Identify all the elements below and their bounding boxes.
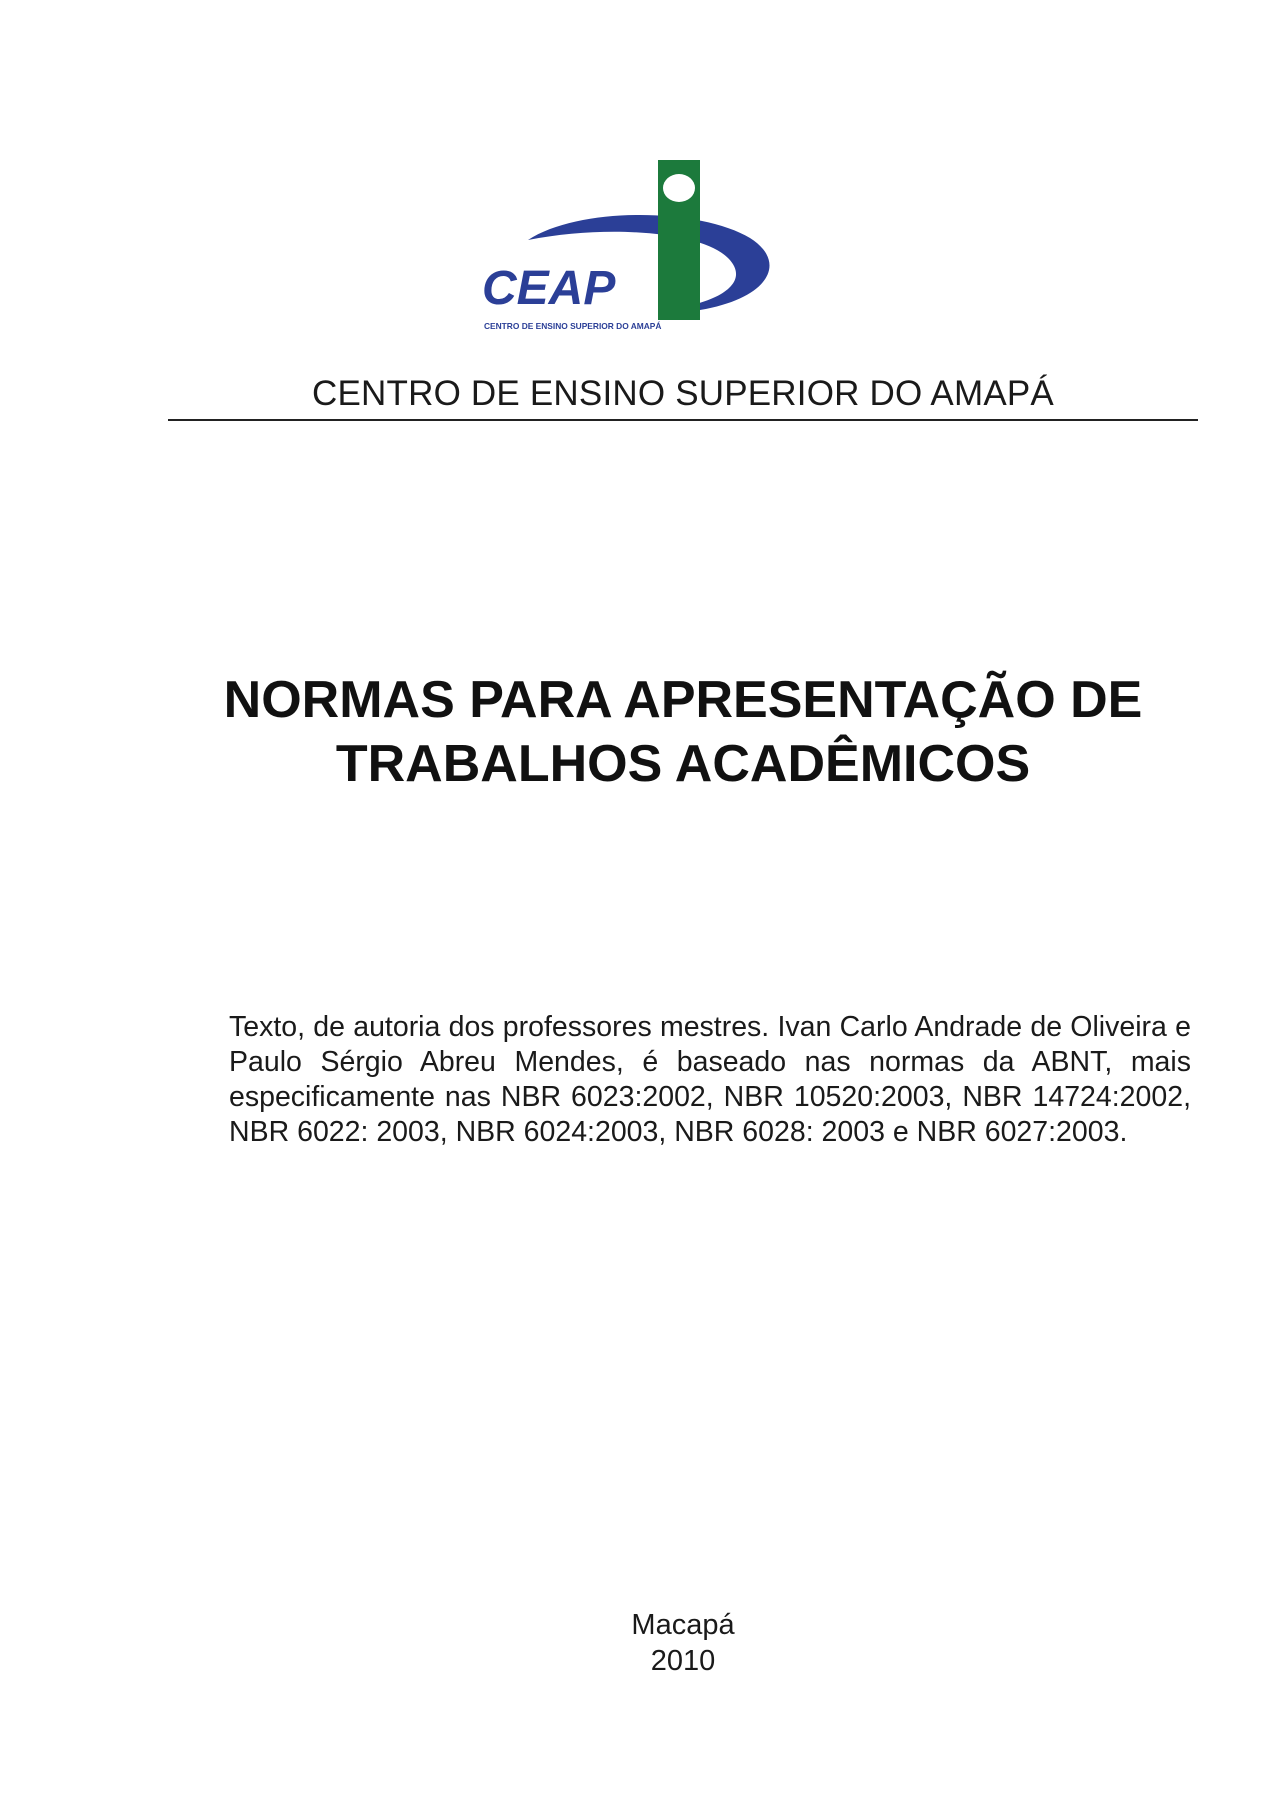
logo-wordmark: CEAP	[482, 262, 616, 315]
logo-tagline: CENTRO DE ENSINO SUPERIOR DO AMAPÁ	[484, 321, 662, 331]
title-line-1: NORMAS PARA APRESENTAÇÃO DE	[223, 671, 1143, 729]
abstract-text: Texto, de autoria dos professores mestres. Ivan Carlo Andrade de Oliveira e Paulo Sérgio Abreu Mendes, é baseado nas normas da ABNT, mais especificamente nas NBR 6023:2002, NBR 10520:2003, NBR 14724:2002, NBR 6022: 2003, NBR 6024:2003, NBR 6028: 2003 e NBR 6027:2003.	[229, 1011, 1191, 1148]
publication-year: 2010	[650, 1645, 716, 1677]
ceap-logo-graphic	[470, 158, 790, 338]
institution-name: CENTRO DE ENSINO SUPERIOR DO AMAPÁ	[312, 374, 1054, 413]
header-divider	[168, 419, 1198, 421]
document-title	[168, 668, 1198, 796]
ceap-logo	[470, 158, 790, 338]
publication-place: Macapá	[631, 1609, 735, 1641]
title-line-2: TRABALHOS ACADÊMICOS	[335, 735, 1031, 793]
